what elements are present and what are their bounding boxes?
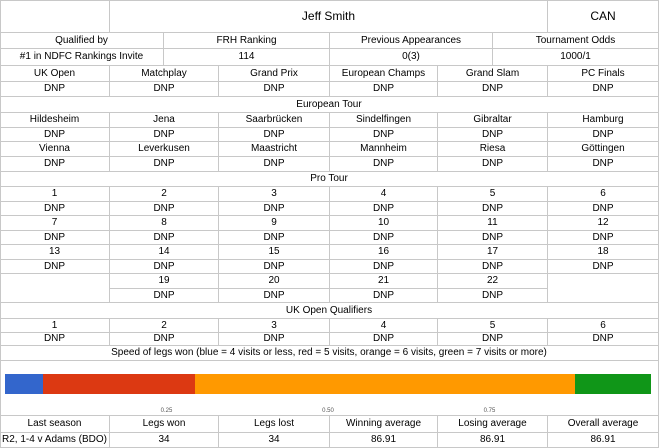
major-result: DNP — [438, 82, 548, 97]
pro-tour-event-result: DNP — [330, 231, 438, 245]
uk-open-qualifiers-title: UK Open Qualifiers — [0, 303, 659, 319]
uk-open-qualifier-number: 4 — [330, 319, 438, 333]
pro-tour-event-result: DNP — [110, 260, 219, 274]
speed-tick-label: 0.25 — [160, 408, 173, 414]
pro-tour-event-result: DNP — [330, 260, 438, 274]
pro-tour-event-number: 1 — [0, 187, 110, 202]
pro-tour-event-result: DNP — [219, 289, 330, 303]
pro-tour-event-number: 9 — [219, 216, 330, 231]
european-tour-event: Leverkusen — [110, 142, 219, 157]
pro-tour-event-result: DNP — [110, 202, 219, 216]
stats-value: R2, 1-4 v Adams (BDO) — [0, 433, 110, 448]
european-tour-result: DNP — [219, 157, 330, 172]
uk-open-qualifier-result: DNP — [438, 333, 548, 346]
stats-header: Losing average — [438, 416, 548, 433]
pro-tour-title: Pro Tour — [0, 172, 659, 187]
stats-value: 34 — [219, 433, 330, 448]
stats-header: Legs lost — [219, 416, 330, 433]
european-tour-result: DNP — [330, 157, 438, 172]
pro-tour-event-result: DNP — [330, 289, 438, 303]
pro-tour-event-result: DNP — [548, 202, 659, 216]
european-tour-event: Riesa — [438, 142, 548, 157]
major-name: Grand Prix — [219, 66, 330, 82]
uk-open-qualifier-result: DNP — [548, 333, 659, 346]
major-result: DNP — [219, 82, 330, 97]
pro-tour-event-number: 14 — [110, 245, 219, 260]
european-tour-result: DNP — [110, 128, 219, 142]
european-tour-event: Hamburg — [548, 113, 659, 128]
pro-tour-event-number: 8 — [110, 216, 219, 231]
pro-tour-event-number: 18 — [548, 245, 659, 260]
speed-tick-label: 0.50 — [322, 408, 334, 414]
pro-tour-event-result: DNP — [548, 231, 659, 245]
uk-open-qualifier-result: DNP — [0, 333, 110, 346]
tournament-odds-value: 1000/1 — [493, 49, 659, 66]
stats-value: 86.91 — [438, 433, 548, 448]
previous-appearances-header: Previous Appearances — [330, 33, 493, 49]
european-tour-result: DNP — [219, 128, 330, 142]
stats-header: Winning average — [330, 416, 438, 433]
pro-tour-event-number: 7 — [0, 216, 110, 231]
pro-tour-event-number: 19 — [110, 274, 219, 289]
tournament-odds-header: Tournament Odds — [493, 33, 659, 49]
european-tour-event: Göttingen — [548, 142, 659, 157]
major-name: Grand Slam — [438, 66, 548, 82]
european-tour-result: DNP — [548, 128, 659, 142]
pro-tour-event-result: DNP — [110, 231, 219, 245]
pro-tour-event-number: 22 — [438, 274, 548, 289]
pro-tour-event-result: DNP — [438, 202, 548, 216]
pro-tour-event-result: DNP — [110, 289, 219, 303]
european-tour-result: DNP — [438, 157, 548, 172]
uk-open-qualifier-number: 3 — [219, 319, 330, 333]
major-name: UK Open — [0, 66, 110, 82]
european-tour-event: Saarbrücken — [219, 113, 330, 128]
pro-tour-event-number: 20 — [219, 274, 330, 289]
pro-tour-blank-cell — [0, 274, 110, 303]
uk-open-qualifier-result: DNP — [219, 333, 330, 346]
frh-ranking-value: 114 — [164, 49, 330, 66]
major-result: DNP — [330, 82, 438, 97]
pro-tour-event-number: 13 — [0, 245, 110, 260]
european-tour-result: DNP — [0, 128, 110, 142]
speed-segment — [575, 374, 651, 394]
european-tour-event: Jena — [110, 113, 219, 128]
player-country: CAN — [548, 0, 659, 33]
european-tour-result: DNP — [110, 157, 219, 172]
stats-header: Last season — [0, 416, 110, 433]
stats-header: Legs won — [110, 416, 219, 433]
pro-tour-event-number: 11 — [438, 216, 548, 231]
speed-title: Speed of legs won (blue = 4 visits or less, red = 5 visits, orange = 6 visits, green = 7 visits or more) — [0, 346, 659, 361]
european-tour-event: Sindelfingen — [330, 113, 438, 128]
major-result: DNP — [0, 82, 110, 97]
speed-bar — [5, 374, 651, 394]
uk-open-qualifier-number: 1 — [0, 319, 110, 333]
speed-tick-label: 0.75 — [483, 408, 496, 414]
frh-ranking-header: FRH Ranking — [164, 33, 330, 49]
pro-tour-event-number: 12 — [548, 216, 659, 231]
pro-tour-event-result: DNP — [548, 260, 659, 274]
qualified-by-value: #1 in NDFC Rankings Invite — [0, 49, 164, 66]
player-name: Jeff Smith — [110, 0, 548, 33]
header-blank-cell — [0, 0, 110, 33]
uk-open-qualifier-number: 6 — [548, 319, 659, 333]
stats-header: Overall average — [548, 416, 659, 433]
pro-tour-event-result: DNP — [438, 231, 548, 245]
uk-open-qualifier-number: 2 — [110, 319, 219, 333]
european-tour-result: DNP — [330, 128, 438, 142]
pro-tour-event-number: 5 — [438, 187, 548, 202]
major-name: European Champs — [330, 66, 438, 82]
european-tour-event: Vienna — [0, 142, 110, 157]
pro-tour-event-number: 17 — [438, 245, 548, 260]
major-name: PC Finals — [548, 66, 659, 82]
speed-segment — [5, 374, 43, 394]
pro-tour-event-number: 21 — [330, 274, 438, 289]
european-tour-result: DNP — [438, 128, 548, 142]
pro-tour-blank-cell — [548, 274, 659, 303]
pro-tour-event-result: DNP — [219, 202, 330, 216]
pro-tour-event-result: DNP — [219, 260, 330, 274]
pro-tour-event-result: DNP — [0, 202, 110, 216]
european-tour-event: Gibraltar — [438, 113, 548, 128]
pro-tour-event-number: 15 — [219, 245, 330, 260]
pro-tour-event-number: 3 — [219, 187, 330, 202]
pro-tour-event-result: DNP — [330, 202, 438, 216]
pro-tour-event-result: DNP — [0, 231, 110, 245]
pro-tour-event-result: DNP — [438, 260, 548, 274]
uk-open-qualifier-result: DNP — [110, 333, 219, 346]
previous-appearances-value: 0(3) — [330, 49, 493, 66]
speed-chart-panel — [0, 361, 659, 416]
stats-value: 86.91 — [330, 433, 438, 448]
major-name: Matchplay — [110, 66, 219, 82]
european-tour-event: Maastricht — [219, 142, 330, 157]
pro-tour-event-result: DNP — [0, 260, 110, 274]
pro-tour-event-result: DNP — [438, 289, 548, 303]
european-tour-event: Mannheim — [330, 142, 438, 157]
pro-tour-event-number: 6 — [548, 187, 659, 202]
stats-value: 86.91 — [548, 433, 659, 448]
uk-open-qualifier-result: DNP — [330, 333, 438, 346]
pro-tour-event-result: DNP — [219, 231, 330, 245]
european-tour-result: DNP — [0, 157, 110, 172]
pro-tour-event-number: 4 — [330, 187, 438, 202]
european-tour-title: European Tour — [0, 97, 659, 113]
european-tour-event: Hildesheim — [0, 113, 110, 128]
speed-segment — [43, 374, 195, 394]
pro-tour-event-number: 16 — [330, 245, 438, 260]
speed-segment — [195, 374, 575, 394]
european-tour-result: DNP — [548, 157, 659, 172]
pro-tour-event-number: 2 — [110, 187, 219, 202]
major-result: DNP — [548, 82, 659, 97]
qualified-by-header: Qualified by — [0, 33, 164, 49]
stats-value: 34 — [110, 433, 219, 448]
major-result: DNP — [110, 82, 219, 97]
pro-tour-event-number: 10 — [330, 216, 438, 231]
uk-open-qualifier-number: 5 — [438, 319, 548, 333]
